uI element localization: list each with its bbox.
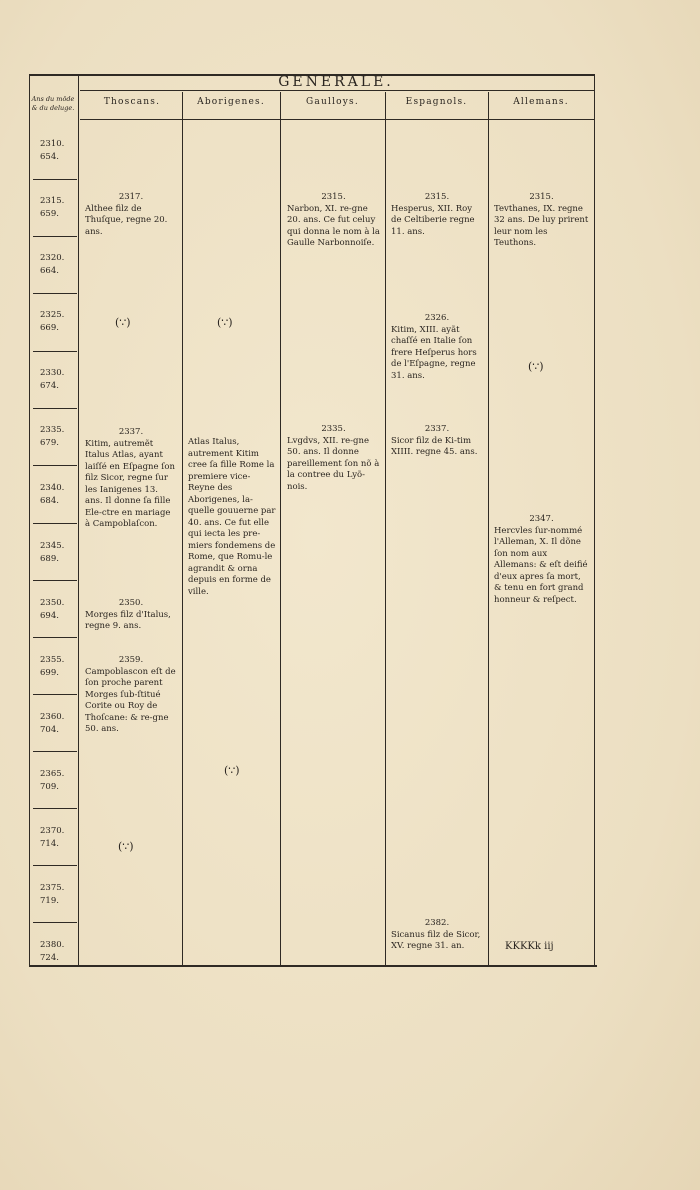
ellipsis-mark: (∵) [115,316,131,329]
year-label: 2310. 654. [40,139,65,162]
year-label: 2320. 664. [40,253,65,276]
year-rule [33,865,77,866]
year-rule [33,179,77,180]
year-label: 2360. 704. [40,712,65,735]
entry-teuthanes: 2315. Tevthanes, IX. regne 32 ans. De luy prirent leur nom les Teuthons. [494,192,589,248]
year-rule [33,751,77,752]
column-head-rule [80,119,594,120]
entry-hesperus: 2315. Hesperus, XII. Roy de Celtiberie regne 11. ans. [391,192,475,237]
right-border [594,74,595,966]
col-divider-2 [280,92,281,965]
year-rule [33,637,77,638]
header-rule [80,90,594,91]
year-label: 2370. 714. [40,826,65,849]
page-title: GENERALE. [278,74,394,90]
year-label: 2340. 684. [40,483,65,506]
year-label: 2365. 709. [40,769,65,792]
col-divider-4 [488,92,489,965]
entry-narbon: 2315. Narbon, XI. re-gne 20. ans. Ce fut celuy qui donna le nom à la Gaulle Narbonnoiſe. [287,192,380,248]
entry-kitim-thoscans: 2337. Kitim, autremẽt Italus Atlas, ayant laiſſé en Eſpagne ſon filz Sicor, regne ſur les Ianigenes 13. ans. Il donne ſa fille Ele-ctre en mariage à Campoblaſcon. [85,427,175,529]
entry-kitim-espagnols: 2326. Kitim, XIII. ayãt chaſſé en Italie ſon frere Heſperus hors de l'Eſpagne, regne 31. ans. [391,313,477,381]
bottom-rule [29,965,597,967]
entry-hercules: 2347. Hercvles ſur-nommé l'Alleman, X. Il dõne ſon nom aux Allemans: & eſt deifié d'eux apres ſa mort, & tenu en fort grand honneur & reſpect. [494,514,588,605]
column-heading-allemans: Allemans. [513,97,569,107]
year-rule [33,293,77,294]
ellipsis-mark: (∵) [217,316,233,329]
year-rule [33,580,77,581]
signature-mark: KKKKk iij [505,941,554,952]
column-heading-gaulloys: Gaulloys. [306,97,359,107]
year-label: 2345. 689. [40,541,65,564]
column-heading-espagnols: Espagnols. [405,97,468,107]
ellipsis-mark: (∵) [118,840,134,853]
year-rule [33,236,77,237]
entry-sicor: 2337. Sicor filz de Ki-tim XIIII. regne 45. ans. [391,424,478,457]
year-label: 2355. 699. [40,655,65,678]
year-column-heading: Ans du möde & du deluge. [31,95,75,112]
year-rule [33,808,77,809]
year-label: 2330. 674. [40,368,65,391]
year-divider [78,74,79,966]
year-rule [33,523,77,524]
left-border [29,74,30,966]
entry-lugdus: 2335. Lvgdvs, XII. re-gne 50. ans. Il donne pareillement ſon nõ à la contree du Lyõ-nois. [287,424,380,492]
ellipsis-mark: (∵) [528,360,544,373]
col-divider-1 [182,92,183,965]
year-label: 2350. 694. [40,598,65,621]
year-rule [33,694,77,695]
entry-althee: 2317. Althee filz de Thuſque, regne 20. ans. [85,192,168,237]
year-label: 2335. 679. [40,425,65,448]
year-rule [33,922,77,923]
column-heading-aborigenes: Aborigenes. [197,97,265,107]
column-heading-thoscans: Thoscans. [103,97,161,107]
year-rule [33,351,77,352]
year-label: 2325. 669. [40,310,65,333]
ellipsis-mark: (∵) [224,764,240,777]
year-rule [33,408,77,409]
col-divider-3 [385,92,386,965]
entry-morges: 2350. Morges filz d'Italus, regne 9. ans. [85,598,171,631]
entry-atlas: Atlas Italus, autrement Kitim cree ſa fille Rome la premiere vice-Reyne des Aborigenes, la-quelle gouuerne par 40. ans. Ce fut elle qui iecta les pre-miers fondemens de Rome, que Romu-le agrandit & orna depuis en forme de ville. [188,437,276,597]
entry-sicanus: 2382. Sicanus filz de Sicor, XV. regne 31. an. [391,918,481,951]
year-label: 2380. 724. [40,940,65,963]
year-label: 2375. 719. [40,883,65,906]
entry-campoblascon: 2359. Campoblascon eſt de ſon proche parent Morges ſub-ſtitué Corite ou Roy de Thoſcane: & re-gne 50. ans. [85,655,176,734]
year-label: 2315. 659. [40,196,65,219]
year-rule [33,465,77,466]
